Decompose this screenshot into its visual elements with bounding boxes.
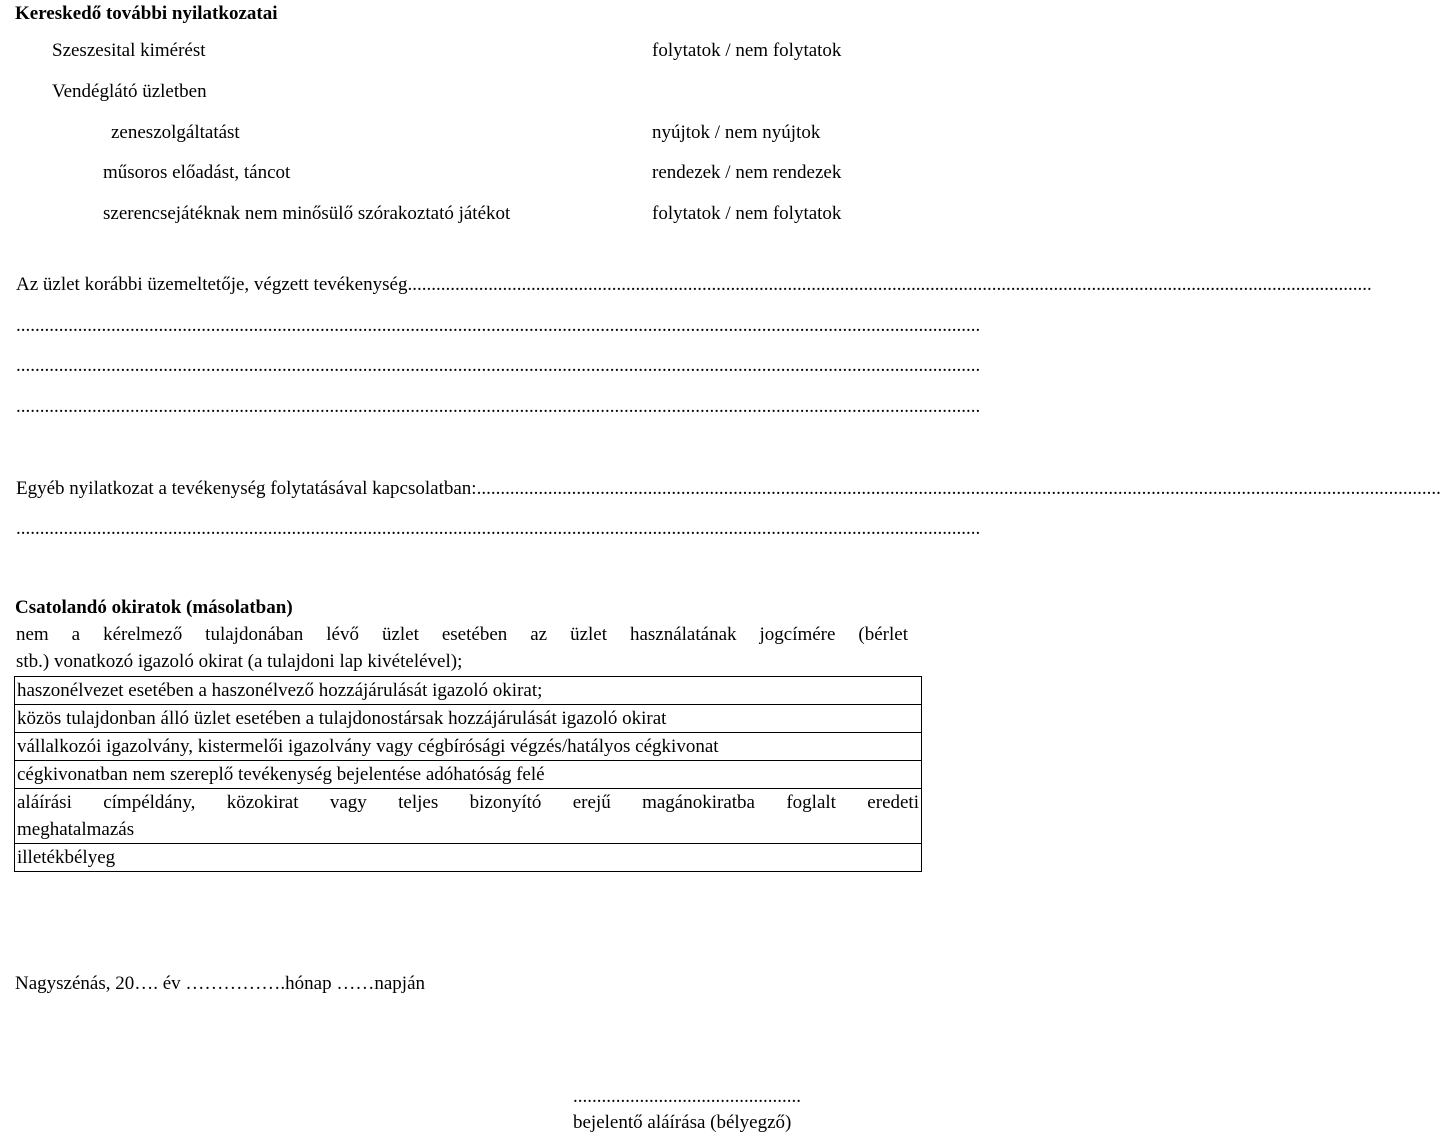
other-statement-label: Egyéb nyilatkozat a tevékenység folytatásával kapcsolatban: [16, 478, 477, 499]
attachments-title: Csatolandó okiratok (másolatban) [15, 597, 293, 618]
section-heading: Kereskedő további nyilatkozatai [15, 3, 278, 24]
attachment-row: vállalkozói igazolvány, kistermelői igazolvány vagy cégbírósági végzés/hatályos cégkivonat [15, 732, 921, 760]
attachment-row: haszonélvezet esetében a haszonélvező hozzájárulását igazoló okirat; [15, 676, 921, 704]
signature-label: bejelentő aláírása (bélyegző) [573, 1112, 792, 1133]
option-choice-alcohol[interactable]: folytatok / nem folytatok [652, 40, 842, 61]
option-label-hospitality: Vendéglátó üzletben [52, 81, 207, 102]
other-statement-line[interactable]: ........................................................................................................................................................................................................... [16, 518, 981, 539]
attachment-item-lease-line1: nem a kérelmező tulajdonában lévő üzlet esetében az üzlet használatának jogcímére (bérlet [16, 624, 908, 645]
attachment-row: közös tulajdonban álló üzlet esetében a tulajdonostársak hozzájárulását igazoló okirat [15, 704, 921, 732]
attachment-signature-line1: aláírási címpéldány, közokirat vagy teljes bizonyító erejű magánokiratba foglalt eredeti [17, 792, 919, 813]
option-label-games: szerencsejátéknak nem minősülő szórakoztató játékot [103, 203, 511, 224]
previous-operator-line[interactable]: ........................................................................................................................................................................................................... [16, 396, 981, 417]
option-choice-show[interactable]: rendezek / nem rendezek [652, 162, 842, 183]
attachment-row-stamp: illetékbélyeg [15, 843, 921, 871]
option-label-show: műsoros előadást, táncot [103, 162, 291, 183]
previous-operator-field[interactable] [16, 274, 1372, 296]
signature-line[interactable]: ................................................ [573, 1086, 801, 1107]
dot-leader: ........................................................................................................................................................................................................... [476, 478, 1441, 499]
previous-operator-label: Az üzlet korábbi üzemeltetője, végzett tevékenység [16, 274, 408, 295]
attachment-item-lease-line2: stb.) vonatkozó igazoló okirat (a tulajdoni lap kivételével); [16, 651, 463, 672]
option-label-music: zeneszolgáltatást [111, 122, 240, 143]
previous-operator-line[interactable]: ........................................................................................................................................................................................................... [16, 315, 981, 336]
previous-operator-line[interactable]: ........................................................................................................................................................................................................... [16, 355, 981, 376]
attachments-table [14, 676, 922, 872]
attachment-row: cégkivonatban nem szereplő tevékenység bejelentése adóhatóság felé [15, 760, 921, 788]
option-choice-games[interactable]: folytatok / nem folytatok [652, 203, 842, 224]
dot-leader: ........................................................................................................................................................................................................... [407, 274, 1372, 295]
attachment-row-signature [15, 788, 921, 843]
other-statement-field[interactable] [16, 478, 1441, 500]
option-label-alcohol: Szeszesital kimérést [52, 40, 206, 61]
attachment-signature-line2: meghatalmazás [17, 819, 135, 840]
date-line[interactable]: Nagyszénás, 20…. év …………….hónap ……napján [15, 973, 426, 994]
option-choice-music[interactable]: nyújtok / nem nyújtok [652, 122, 821, 143]
